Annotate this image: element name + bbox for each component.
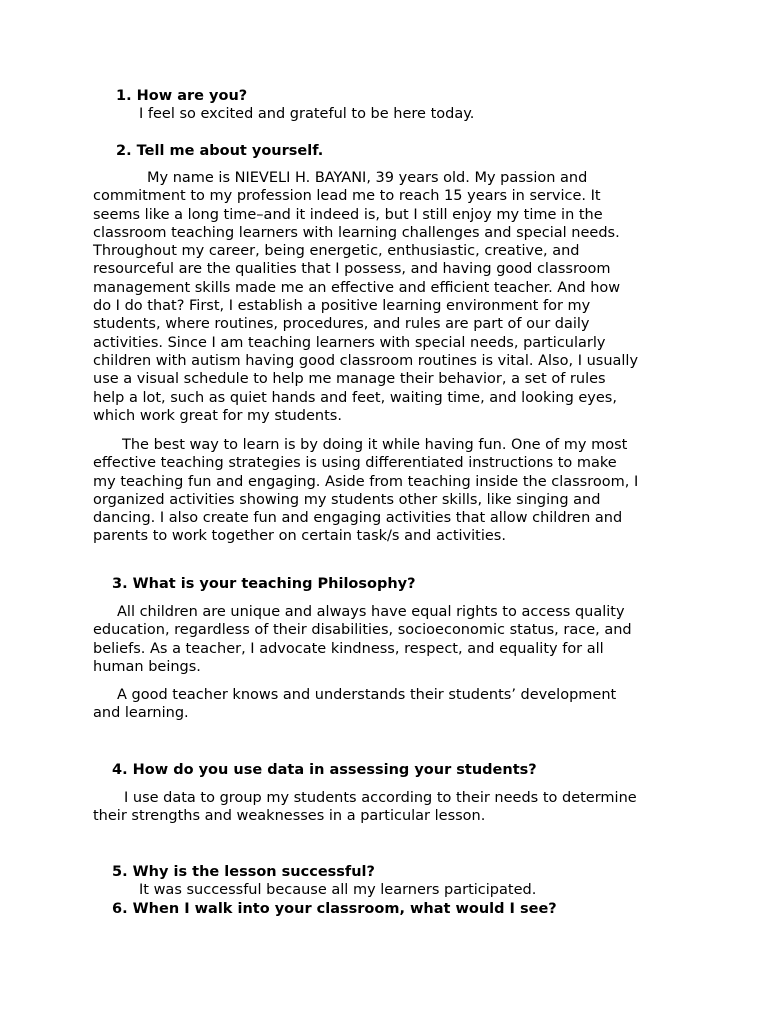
paragraph-line: human beings. [93,658,201,675]
answer-5: It was successful because all my learners participated. [139,882,537,898]
paragraph-line: students, where routines, procedures, and rules are part of our daily [93,316,590,333]
paragraph-line: beliefs. As a teacher, I advocate kindness, respect, and equality for all [93,640,604,657]
question-1-number: 1. [116,88,132,104]
paragraph-line: which work great for my students. [93,407,342,424]
question-4-text: How do you use data in assessing your students? [132,762,537,778]
paragraph-line: management skills made me an effective and efficient teacher. And how [93,279,621,296]
question-3-text: What is your teaching Philosophy? [132,576,416,592]
question-2 [116,142,323,160]
question-1 [116,87,247,105]
paragraph-line: effective teaching strategies is using differentiated instructions to make [93,455,617,472]
paragraph-line: their strengths and weaknesses in a particular lesson. [93,808,486,825]
paragraph-line: I use data to group my students according to their needs to determine [124,790,637,806]
paragraph-line: My name is NIEVELI H. BAYANI, 39 years old. My passion and [147,170,588,186]
question-4-number: 4. [112,762,128,778]
question-6 [112,900,557,918]
paragraph-line: and learning. [93,705,189,722]
question-3 [112,575,416,593]
question-2-text: Tell me about yourself. [136,143,324,159]
paragraph-line: commitment to my profession lead me to reach 15 years in service. It [93,188,601,205]
paragraph-line: do I do that? First, I establish a positive learning environment for my [93,298,591,315]
question-5-text: Why is the lesson successful? [132,864,375,880]
paragraph-line: parents to work together on certain task/s and activities. [93,528,506,545]
paragraph-line: dancing. I also create fun and engaging activities that allow children and [93,510,623,527]
paragraph-line: A good teacher knows and understands their students’ development [117,687,617,703]
answer-2-paragraph-1 [93,169,683,425]
paragraph-line: my teaching fun and engaging. Aside from teaching inside the classroom, I [93,473,639,490]
question-5-number: 5. [112,864,128,880]
answer-3-paragraph-1 [93,603,683,676]
question-6-number: 6. [112,901,128,917]
paragraph-line: seems like a long time–and it indeed is, but I still enjoy my time in the [93,206,603,223]
question-4 [112,761,537,779]
paragraph-line: use a visual schedule to help me manage their behavior, a set of rules [93,371,606,388]
paragraph-line: resourceful are the qualities that I possess, and having good classroom [93,261,611,278]
paragraph-line: education, regardless of their disabilities, socioeconomic status, race, and [93,622,632,639]
paragraph-line: Throughout my career, being energetic, enthusiastic, creative, and [93,243,580,260]
question-6-text: When I walk into your classroom, what would I see? [132,901,557,917]
answer-4-paragraph-1 [93,789,683,826]
paragraph-line: activities. Since I am teaching learners with special needs, particularly [93,334,606,351]
question-1-text: How are you? [136,88,248,104]
question-3-number: 3. [112,576,128,592]
paragraph-line: organized activities showing my students other skills, like singing and [93,491,601,508]
paragraph-line: children with autism having good classroom routines is vital. Also, I usually [93,352,639,369]
question-5 [112,863,375,881]
paragraph-line: All children are unique and always have equal rights to access quality [117,604,625,620]
paragraph-line: help a lot, such as quiet hands and feet, waiting time, and looking eyes, [93,389,617,406]
paragraph-line: classroom teaching learners with learning challenges and special needs. [93,224,620,241]
answer-2-paragraph-2 [93,436,683,546]
answer-1: I feel so excited and grateful to be here today. [139,106,475,122]
question-2-number: 2. [116,143,132,159]
answer-3-paragraph-2 [93,686,683,723]
paragraph-line: The best way to learn is by doing it while having fun. One of my most [122,437,628,453]
